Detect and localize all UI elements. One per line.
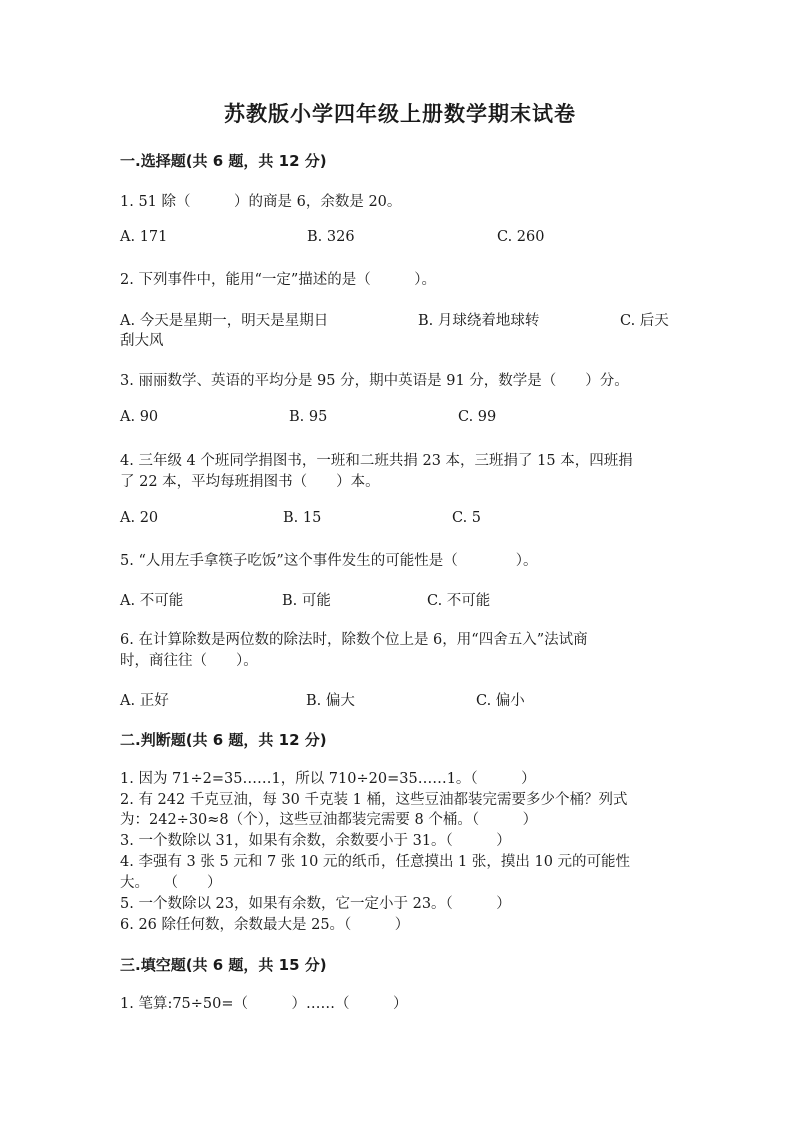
judge-line-4: 3. 一个数除以 31，如果有余数，余数要小于 31。（ ） <box>120 833 511 849</box>
q4-option-b: B. 15 <box>283 510 322 526</box>
judge-line-5: 4. 李强有 3 张 5 元和 7 张 10 元的纸币，任意摸出 1 张，摸出 10 元的可能性 <box>120 854 631 870</box>
judge-line-6: 大。 （ ） <box>120 875 222 891</box>
q3-option-c: C. 99 <box>458 409 497 425</box>
question-1-stem: 1. 51 除（ ）的商是 6，余数是 20。 <box>120 194 402 210</box>
section-heading-judge: 二.判断题(共 6 题，共 12 分) <box>120 731 327 749</box>
q5-option-b: B. 可能 <box>282 593 331 609</box>
q2-option-c: C. 后天 <box>620 313 669 329</box>
section-heading-choice: 一.选择题(共 6 题，共 12 分) <box>120 152 327 170</box>
q1-option-c: C. 260 <box>497 229 545 245</box>
page-title: 苏教版小学四年级上册数学期末试卷 <box>224 101 576 126</box>
q6-option-b: B. 偏大 <box>306 693 355 709</box>
q4-option-a: A. 20 <box>120 510 159 526</box>
question-4-stem-line-1: 4. 三年级 4 个班同学捐图书，一班和二班共捐 23 本，三班捐了 15 本，四班捐 <box>120 453 633 469</box>
q2-option-a: A. 今天是星期一，明天是星期日 <box>120 313 329 329</box>
judge-line-8: 6. 26 除任何数，余数最大是 25。（ ） <box>120 917 410 933</box>
q6-option-c: C. 偏小 <box>476 693 525 709</box>
question-6-stem-line-2: 时，商往往（ ）。 <box>120 653 258 669</box>
q6-option-a: A. 正好 <box>120 693 169 709</box>
judge-line-1: 1. 因为 71÷2=35……1，所以 710÷20=35……1。（ ） <box>120 771 536 787</box>
q2-option-b: B. 月球绕着地球转 <box>418 313 540 329</box>
q1-option-a: A. 171 <box>120 229 168 245</box>
judge-line-2: 2. 有 242 千克豆油，每 30 千克装 1 桶，这些豆油都装完需要多少个桶？列式 <box>120 792 628 808</box>
fill-line-1: 1. 笔算:75÷50=（ ）……（ ） <box>120 996 408 1012</box>
q1-option-b: B. 326 <box>307 229 355 245</box>
question-2-stem: 2. 下列事件中，能用“一定”描述的是（ ）。 <box>120 272 437 288</box>
judge-line-7: 5. 一个数除以 23，如果有余数，它一定小于 23。（ ） <box>120 896 511 912</box>
q5-option-a: A. 不可能 <box>120 593 184 609</box>
q2-option-c-continued: 刮大风 <box>120 333 164 349</box>
question-3-stem: 3. 丽丽数学、英语的平均分是 95 分，期中英语是 91 分，数学是（ ）分。 <box>120 373 629 389</box>
q3-option-a: A. 90 <box>120 409 159 425</box>
judge-line-3: 为：242÷30≈8（个），这些豆油都装完需要 8 个桶。（ ） <box>120 812 538 828</box>
question-4-stem-line-2: 了 22 本，平均每班捐图书（ ）本。 <box>120 474 380 490</box>
section-heading-fill: 三.填空题(共 6 题，共 15 分) <box>120 956 327 974</box>
question-6-stem-line-1: 6. 在计算除数是两位数的除法时，除数个位上是 6，用“四舍五入”法试商 <box>120 632 588 648</box>
question-5-stem: 5. “人用左手拿筷子吃饭”这个事件发生的可能性是（ ）。 <box>120 553 538 569</box>
q5-option-c: C. 不可能 <box>427 593 491 609</box>
q3-option-b: B. 95 <box>289 409 328 425</box>
q4-option-c: C. 5 <box>452 510 482 526</box>
